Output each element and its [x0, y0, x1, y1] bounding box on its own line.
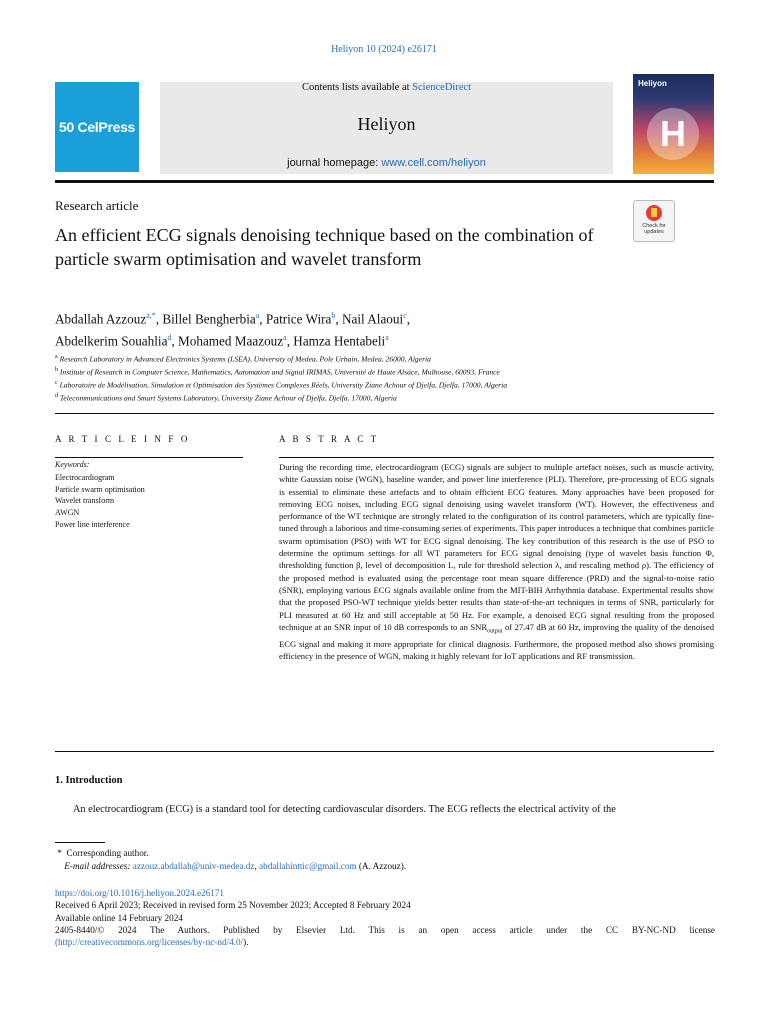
email-addresses: E-mail addresses: azzouz.abdallah@univ-medea.dz, abdallahinttic@gmail.com (A. Azzouz).	[64, 861, 407, 871]
journal-reference[interactable]: Heliyon 10 (2024) e26171	[331, 44, 437, 55]
cover-emblem	[647, 108, 699, 160]
paper-title: An efficient ECG signals denoising technique based on the combination of particle swarm optimisation and wavelet transform	[55, 225, 594, 269]
check-for-updates-button[interactable]	[633, 200, 675, 242]
license-link[interactable]: (http://creativecommons.org/licenses/by-nc-nd/4.0/	[55, 937, 244, 948]
affiliation-marker[interactable]: a,*	[146, 311, 156, 320]
available-online: Available online 14 February 2024	[55, 912, 183, 923]
journal-title: Heliyon	[357, 114, 416, 134]
affiliation-item: $^a$ Research Laboratory in Advanced Electronics Systems (LSEA), University of Medea, Pole Urbain, Medea, 26000, Algeria	[55, 354, 431, 364]
affiliation-marker[interactable]: d	[167, 333, 172, 343]
author-name: Abdallah Azzouz	[55, 311, 147, 327]
affiliation-marker[interactable]: c	[403, 311, 407, 320]
keywords-list	[55, 472, 145, 531]
keyword-item: Wavelet transform	[55, 496, 115, 506]
author-name: Nail Alaoui	[341, 311, 404, 327]
keyword-item: Particle swarm optimisation	[55, 484, 145, 494]
divider	[55, 457, 243, 458]
introduction-text: An electrocardiogram (ECG) is a standard tool for detecting cardiovascular disorders. The ECG reflects the electrical activity of the	[73, 804, 616, 815]
affiliation-item: $^b$ Institute of Research in Computer Science, Mathematics, Automation and Signal IRIMAS, Université de Haute Alsace, Mulhouse, 60093, France	[55, 367, 500, 377]
affiliation-marker[interactable]: a	[283, 333, 287, 343]
license-statement: 2405-8440/© 2024 The Authors. Published by Elsevier Ltd. This is an open access article under the CC BY-NC-ND license	[55, 924, 715, 935]
affiliation-list	[55, 352, 715, 404]
footnote-divider	[55, 842, 105, 843]
keyword-item: Power line interference	[55, 519, 130, 529]
publisher-logo-text: 50 CelPress	[58, 119, 136, 135]
article-type: Research article	[55, 198, 139, 213]
divider	[55, 413, 714, 414]
contents-line: Contents lists available at ScienceDirect	[301, 82, 472, 93]
abstract-text: During the recording time, electrocardiogram (ECG) signals are subject to multiple artefact noises, such as muscle activity, white Gaussian noise (WGN), baseline wander, and power line interference (PLI). Therefore, pre-processing of ECG signals is essential to eliminate these artefacts and to obtain efficient ECG features. Many approaches have been proposed for removing ECG noises, including ECG signal denoising using wavelet transform (WT). However, the effectiveness and performance of the WT technique are strongly related to the configuration of its control parameters, which are typically fine-tuned through a laborious and time-consuming series of experiments. This paper introduces a technique that combines particle swarm optimisation (PSO) with WT for ECG signal denoising. The key contribution of this research is the use of PSO to determine the optimum settings for all WT parameters for ECG signal denoising (type of wavelet basis function Φ, thresholding function β, level of decomposition L, rule for threshold selection λ, and rescaling method ρ). The efficiency of the proposed method is evaluated using the percentage root mean square difference (PRD) and the signal-to-noise ratio (SNR), employing various ECG signals available online from the MIT-BIH Arrhythmia database. Experimental results show that the proposed PSO-WT technique yields better results than state-of-the-art techniques in terms of SNR, particularly for PLI measured at 60 Hz and still acceptable at 50 Hz. For example, a denoised ECG signal resulting from the proposed technique at an SNR input of 10 dB corresponds to an $SNR_{output}$ of 27.47 dB at 60 Hz, improving the quality of the denoised ECG signal and making it more appropriate for clinical diagnosis. Furthermore, the proposed method also shows promising efficiency in the presence of WGN, making it highly relevant for IoT applications and RF transmission.	[279, 462, 714, 662]
sciencedirect-link[interactable]: ScienceDirect	[412, 82, 472, 93]
email-link[interactable]: abdallahinttic@gmail.com	[259, 861, 357, 871]
author-name: Abdelkerim Souahlia	[55, 333, 168, 349]
article-history: Received 6 April 2023; Received in revised form 25 November 2023; Accepted 8 February 2024	[55, 900, 411, 911]
affiliation-item: $^c$ Laboratoire de Modélisation, Simulation et Optimisation des Systèmes Complexes Réels, University Ziane Achour of Djelfa, Djelfa, 17000, Algeria	[55, 380, 507, 390]
author-name: Hamza Hentabeli	[293, 333, 386, 349]
author-name: Billel Bengherbia	[162, 311, 256, 327]
front-matter: https://doi.org/10.1016/j.heliyon.2024.e26171 Received 6 April 2023; Received in revised form 25 November 2023; Accepted 8 February 2024 Available online 14 February 2024 2405-8440/© 2024 The Authors. Published by Elsevier Ltd. This is an open access article under the CC BY-NC-ND license (http://creativecommons.org/licenses/by-nc-nd/4.0/).	[55, 888, 715, 948]
journal-cover-image	[633, 74, 714, 174]
divider	[279, 457, 714, 458]
keyword-item: AWGN	[55, 508, 80, 518]
doi-link[interactable]: https://doi.org/10.1016/j.heliyon.2024.e26171	[55, 888, 225, 898]
check-updates-label: Check for updates	[642, 223, 666, 235]
cellpress-logo	[55, 82, 139, 172]
divider	[55, 751, 714, 752]
affiliation-marker[interactable]: b	[331, 311, 336, 320]
article-info-heading: A R T I C L E I N F O	[55, 434, 190, 444]
corresponding-author-note: * Corresponding author.	[55, 848, 149, 858]
footnote	[55, 847, 715, 873]
affiliation-marker[interactable]: a	[255, 311, 260, 320]
bookmark-icon	[646, 205, 662, 221]
affiliation-item: $^d$ Telecommunications and Smart Systems Laboratory, University Ziane Achour of Djelfa, Djelfa, 17000, Algeria	[55, 393, 397, 403]
journal-homepage-line: journal homepage: www.cell.com/heliyon	[287, 157, 486, 169]
cover-title: Heliyon	[638, 79, 667, 88]
abstract-heading: A B S T R A C T	[279, 434, 379, 444]
cover-letter: H	[660, 113, 686, 154]
journal-homepage-link[interactable]: www.cell.com/heliyon	[381, 157, 486, 169]
author-name: Mohamed Maazouz	[178, 333, 284, 349]
header-divider	[55, 180, 714, 183]
keywords-label: Keywords:	[55, 460, 90, 469]
section-heading-introduction: 1. Introduction	[55, 775, 123, 786]
email-link[interactable]: azzouz.abdallah@univ-medea.dz	[132, 861, 255, 871]
affiliation-marker[interactable]: a	[385, 333, 389, 343]
author-name: Patrice Wira	[265, 311, 332, 327]
author-list: Abdallah Azzouz$^{a,*}$, Billel Bengherbia$^a$, Patrice Wira$^b$, Nail Alaoui$^c$, Abdelkerim Souahlia$^d$, Mohamed Maazouz$^a$, Hamza Hentabeli$^a$	[55, 311, 411, 349]
keyword-item: Electrocardiogram	[55, 473, 115, 482]
